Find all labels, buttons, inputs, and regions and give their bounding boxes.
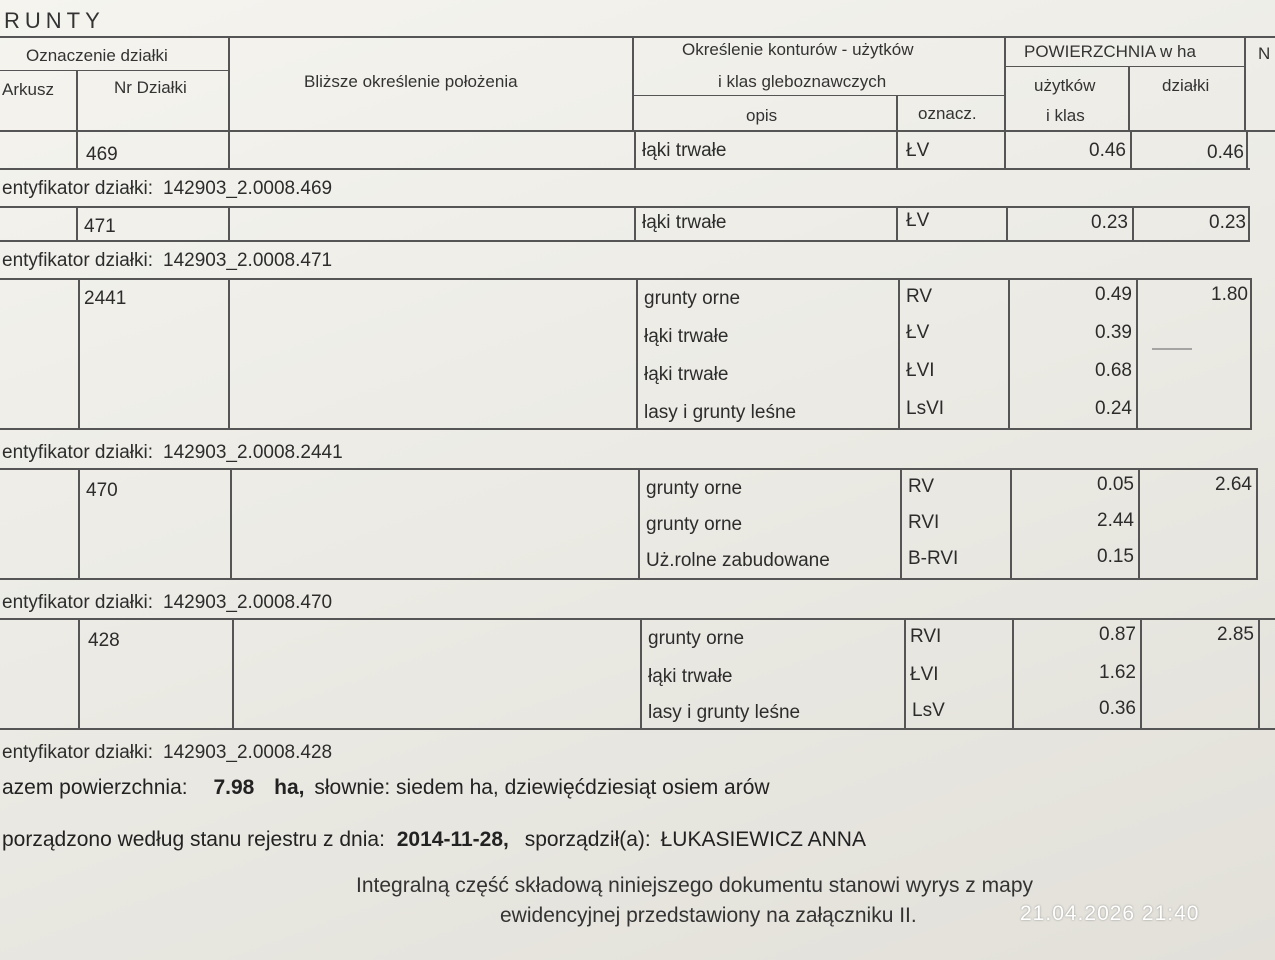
ident-value: 142903_2.0008.471 xyxy=(163,250,333,271)
parcel-470-opis-2: grunty orne xyxy=(646,514,743,535)
row-469-vline-c xyxy=(634,132,636,168)
row-471-bottom-line xyxy=(0,240,1250,242)
attachment-note-line-2: ewidencyjnej przedstawiony na załączniku II. xyxy=(500,904,917,927)
parcel-2441-area-1: 0.49 xyxy=(1095,284,1132,305)
header-mid-line-kontury xyxy=(632,95,1006,96)
header-vline-6 xyxy=(1128,66,1130,132)
ident-label: entyfikator działki: xyxy=(2,442,154,463)
photo-timestamp: 21.04.2026 21:40 xyxy=(1020,902,1200,925)
header-mid-line-left xyxy=(0,70,230,71)
header-vline-1 xyxy=(76,70,78,132)
registry-date: 2014-11-28, xyxy=(396,828,509,851)
total-area-unit: ha, xyxy=(274,776,305,799)
row-469-bottom-line xyxy=(0,168,1250,170)
header-oznacz: oznacz. xyxy=(918,104,977,123)
parcel-2441-opis-1: grunty orne xyxy=(644,288,741,309)
row-2441-vline-b xyxy=(228,278,230,428)
parcel-470-opis-1: grunty orne xyxy=(646,478,743,499)
parcel-469-area: 0.46 xyxy=(1089,140,1126,161)
parcel-470-ozn-2: RVI xyxy=(908,512,940,533)
header-bottom-line xyxy=(0,130,1275,132)
row-428-vline-e xyxy=(1012,618,1014,728)
row-428-vline-d xyxy=(904,618,906,728)
parcel-2441-ozn-2: ŁV xyxy=(906,322,930,343)
parcel-471-opis: łąki trwałe xyxy=(642,212,727,233)
row-471-vline-b xyxy=(228,206,230,240)
parcel-469-ident xyxy=(2,178,332,200)
parcel-471-area: 0.23 xyxy=(1091,212,1128,233)
registry-author: ŁUKASIEWICZ ANNA xyxy=(660,828,866,851)
parcel-469-total: 0.46 xyxy=(1207,142,1244,163)
row-428-vline-a xyxy=(78,618,80,728)
parcel-428-ozn-3: LsV xyxy=(912,700,945,721)
parcel-2441-area-4: 0.24 xyxy=(1095,398,1132,419)
parcel-428-ozn-1: RVI xyxy=(910,626,942,647)
total-area-words: słownie: siedem ha, dziewięćdziesiąt osiem arów xyxy=(314,776,770,799)
parcel-471-total: 0.23 xyxy=(1209,212,1246,233)
header-nr-dzialki: Nr Działki xyxy=(114,78,187,97)
parcel-2441-opis-2: łąki trwałe xyxy=(644,326,729,347)
row-470-vline-a xyxy=(78,468,80,578)
parcel-470-nr: 470 xyxy=(86,480,118,501)
parcel-2441-ozn-3: ŁVI xyxy=(906,360,935,381)
parcel-2441-ozn-4: LsVI xyxy=(906,398,945,419)
pen-mark xyxy=(1152,348,1192,350)
ident-label: entyfikator działki: xyxy=(2,250,154,271)
parcel-471-nr: 471 xyxy=(84,216,116,237)
section-title: RUNTY xyxy=(4,8,105,33)
attachment-note-line-1: Integralną część składową niniejszego dokumentu stanowi wyrys z mapy xyxy=(356,874,1033,897)
parcel-2441-ozn-1: RV xyxy=(906,286,933,307)
header-i-klas: i klas xyxy=(1046,106,1085,125)
row-470-bottom-line xyxy=(0,578,1258,580)
header-blizsze: Bliższe określenie położenia xyxy=(304,72,518,91)
total-area-label: azem powierzchnia: xyxy=(2,776,188,799)
row-471-vline-g xyxy=(1248,206,1250,240)
header-vline-3 xyxy=(632,36,634,132)
ident-value: 142903_2.0008.428 xyxy=(163,742,333,763)
parcel-471-ozn: ŁV xyxy=(906,210,930,231)
header-opis: opis xyxy=(746,106,778,125)
header-arkusz: Arkusz xyxy=(2,80,54,99)
parcel-428-ident xyxy=(2,742,332,764)
parcel-469-opis: łąki trwałe xyxy=(642,140,727,161)
parcel-428-opis-2: łąki trwałe xyxy=(648,666,733,687)
parcel-470-area-2: 2.44 xyxy=(1097,510,1134,531)
row-2441-vline-a xyxy=(78,278,80,428)
row-2441-vline-g xyxy=(1250,278,1252,428)
row-470-vline-c xyxy=(638,468,640,578)
ident-value: 142903_2.0008.470 xyxy=(163,592,333,613)
header-powierzchnia: POWIERZCHNIA w ha xyxy=(1024,42,1196,61)
row-471-vline-a xyxy=(76,206,78,240)
header-vline-2 xyxy=(228,36,230,132)
parcel-428-area-1: 0.87 xyxy=(1099,624,1136,645)
row-469-vline-d xyxy=(896,132,898,168)
row-470-top-line xyxy=(0,468,1258,470)
ident-label: entyfikator działki: xyxy=(2,178,154,199)
row-428-vline-g xyxy=(1258,618,1260,728)
row-2441-top-line xyxy=(0,278,1252,280)
row-471-top-line xyxy=(0,206,1250,208)
row-471-vline-c xyxy=(634,206,636,240)
parcel-470-area-1: 0.05 xyxy=(1097,474,1134,495)
row-469-vline-f xyxy=(1130,132,1132,168)
parcel-470-total: 2.64 xyxy=(1215,474,1252,495)
row-471-vline-e xyxy=(1006,206,1008,240)
header-top-line xyxy=(0,36,1275,38)
parcel-428-nr: 428 xyxy=(88,630,120,651)
parcel-2441-total: 1.80 xyxy=(1211,284,1248,305)
parcel-428-opis-3: lasy i grunty leśne xyxy=(648,702,801,723)
row-470-vline-f xyxy=(1138,468,1140,578)
row-470-vline-d xyxy=(900,468,902,578)
parcel-2441-area-2: 0.39 xyxy=(1095,322,1132,343)
row-470-vline-b xyxy=(230,468,232,578)
parcel-2441-nr: 2441 xyxy=(84,288,127,309)
ident-label: entyfikator działki: xyxy=(2,592,154,613)
parcel-2441-opis-3: łąki trwałe xyxy=(644,364,729,385)
ident-value: 142903_2.0008.2441 xyxy=(163,442,343,463)
total-area-summary xyxy=(2,776,770,800)
parcel-470-ident xyxy=(2,592,332,614)
parcel-471-ident xyxy=(2,250,332,272)
ident-label: entyfikator działki: xyxy=(2,742,154,763)
row-469-vline-a xyxy=(76,132,78,168)
row-2441-vline-e xyxy=(1008,278,1010,428)
parcel-470-ozn-1: RV xyxy=(908,476,935,497)
registry-line xyxy=(2,828,866,852)
row-428-vline-f xyxy=(1140,618,1142,728)
parcel-2441-ident xyxy=(2,442,343,464)
parcel-428-ozn-2: ŁVI xyxy=(910,664,939,685)
row-428-top-line xyxy=(0,618,1275,620)
row-2441-vline-f xyxy=(1136,278,1138,428)
header-cut-right: N xyxy=(1258,44,1271,63)
header-klas: i klas gleboznawczych xyxy=(718,72,887,91)
row-2441-vline-d xyxy=(898,278,900,428)
row-470-vline-g xyxy=(1256,468,1258,578)
parcel-2441-opis-4: lasy i grunty leśne xyxy=(644,402,797,423)
header-mid-line-pow xyxy=(1004,66,1244,67)
row-471-vline-d xyxy=(896,206,898,240)
row-469-vline-g xyxy=(1246,132,1248,168)
registry-author-label: sporządził(a): xyxy=(524,828,651,851)
header-uzytkow: użytków xyxy=(1034,76,1096,95)
row-428-bottom-line xyxy=(0,728,1275,730)
parcel-428-area-3: 0.36 xyxy=(1099,698,1136,719)
parcel-470-area-3: 0.15 xyxy=(1097,546,1134,567)
row-428-vline-b xyxy=(232,618,234,728)
row-2441-vline-c xyxy=(636,278,638,428)
total-area-value: 7.98 xyxy=(213,776,255,799)
parcel-428-total: 2.85 xyxy=(1217,624,1254,645)
header-okreslenie: Określenie konturów - użytków xyxy=(682,40,914,59)
header-vline-5 xyxy=(1004,36,1006,132)
row-2441-bottom-line xyxy=(0,428,1252,430)
row-428-vline-c xyxy=(640,618,642,728)
parcel-2441-area-3: 0.68 xyxy=(1095,360,1132,381)
header-vline-4 xyxy=(896,95,898,132)
row-469-vline-e xyxy=(1004,132,1006,168)
header-dzialki: działki xyxy=(1162,76,1210,95)
ident-value: 142903_2.0008.469 xyxy=(163,178,333,199)
parcel-470-opis-3: Uż.rolne zabudowane xyxy=(646,550,830,571)
parcel-428-opis-1: grunty orne xyxy=(648,628,745,649)
parcel-470-ozn-3: B-RVI xyxy=(908,548,959,569)
parcel-428-area-2: 1.62 xyxy=(1099,662,1136,683)
header-vline-7 xyxy=(1244,36,1246,132)
row-470-vline-e xyxy=(1010,468,1012,578)
row-471-vline-f xyxy=(1132,206,1134,240)
header-oznaczenie: Oznaczenie działki xyxy=(26,46,168,65)
row-469-vline-b xyxy=(228,132,230,168)
parcel-469-nr: 469 xyxy=(86,144,118,165)
parcel-469-ozn: ŁV xyxy=(906,140,930,161)
registry-label: porządzono według stanu rejestru z dnia: xyxy=(2,828,385,851)
